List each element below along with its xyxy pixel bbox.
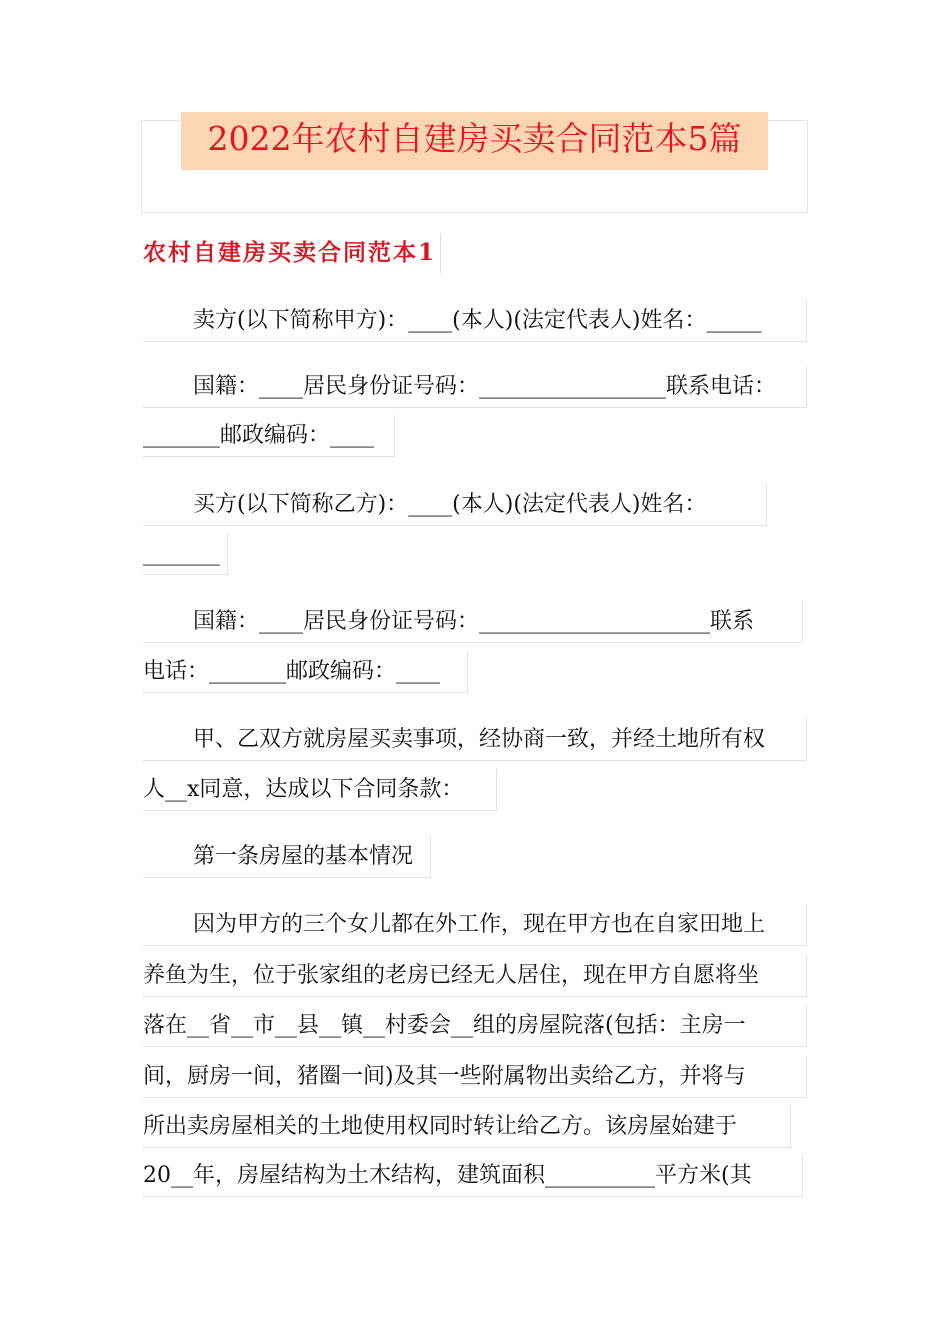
paragraph-line: 人__x同意，达成以下合同条款： [143,769,497,811]
paragraph-line: 落在__省__市__县__镇__村委会__组的房屋院落(包括：主房一 [143,1005,807,1047]
paragraph-line: _______ [143,533,228,575]
paragraph-line: 第一条房屋的基本情况 [143,836,431,878]
paragraph-line: 所出卖房屋相关的土地使用权同时转让给乙方。该房屋始建于 [143,1106,791,1148]
paragraph-line: 因为甲方的三个女儿都在外工作，现在甲方也在自家田地上 [143,904,807,946]
section-heading: 农村自建房买卖合同范本1 [143,233,441,273]
document-title: 2022年农村自建房买卖合同范本5篇 [181,112,768,170]
paragraph-line: 甲、乙双方就房屋买卖事项，经协商一致，并经土地所有权 [143,719,807,761]
paragraph-line: 电话：_______邮政编码：____ [143,651,468,693]
paragraph-line: 国籍：____居民身份证号码：_____________________联系 [143,601,803,643]
paragraph-line: 养鱼为生，位于张家组的老房已经无人居住，现在甲方自愿将坐 [143,955,807,997]
paragraph-line: 国籍：____居民身份证号码：_________________联系电话： [143,366,807,408]
paragraph-line: 买方(以下简称乙方)：____(本人)(法定代表人)姓名： [143,484,767,526]
paragraph-line: 卖方(以下简称甲方)：____(本人)(法定代表人)姓名：_____ [143,300,807,342]
paragraph-line: _______邮政编码：____ [143,415,395,457]
paragraph-line: 间，厨房一间，猪圈一间)及其一些附属物出卖给乙方，并将与 [143,1056,807,1098]
paragraph-line: 20__年，房屋结构为土木结构，建筑面积__________平方米(其 [143,1155,803,1197]
